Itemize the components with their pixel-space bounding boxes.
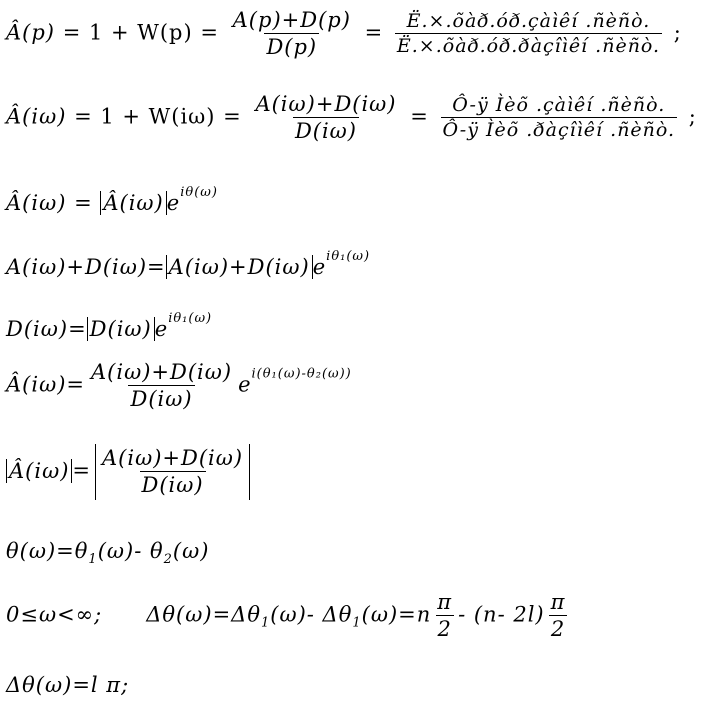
eq7-equals: = (72, 458, 92, 483)
equation-4 (6, 250, 370, 278)
equation-7 (6, 444, 254, 500)
eq3-exponent: iθ(ω) (180, 185, 218, 200)
eq9-fraction-2 (549, 592, 568, 640)
equation-1 (6, 10, 682, 58)
eq7-abs-fraction (95, 444, 250, 500)
equation-8 (6, 541, 209, 566)
equation-6 (6, 362, 352, 410)
eq2-lhs: Â(iω) (6, 104, 67, 129)
eq1-equals: = (364, 20, 384, 45)
eq1-rhs1: = 1 + W(p) = (62, 20, 219, 45)
eq7-numerator: A(iω)+D(iω) (102, 446, 244, 470)
eq2-frac2-numerator: Ô-ÿ Ìèõ .çàìêí .ñèñò. (452, 94, 666, 116)
eq8-sub-1: 1 (88, 552, 98, 567)
eq2-end: ; (688, 104, 697, 129)
eq2-frac1-denominator: D(iω) (294, 119, 358, 143)
eq5-exponent: iθ₁(ω) (168, 311, 213, 326)
eq9-part-a: Δθ(ω)=Δθ (146, 602, 261, 627)
eq8-part-b: (ω)- θ (97, 539, 164, 563)
eq5-lhs: D(iω)= (6, 317, 87, 341)
equation-5 (6, 312, 212, 340)
eq2-rhs1: = 1 + W(iω) = (74, 104, 242, 129)
eq9-frac1-denominator: 2 (437, 617, 452, 641)
eq1-frac1-numerator: A(p)+D(p) (232, 8, 351, 32)
eq6-base: e (238, 372, 252, 397)
eq5-base: e (154, 317, 169, 341)
eq7-lhs-abs: Â(iω) (6, 459, 72, 483)
eq9-part-d: - (n- 2l) (458, 602, 545, 627)
eq4-exponent: iθ₁(ω) (326, 249, 371, 264)
equation-3 (6, 186, 218, 214)
eq6-exponent: i(θ₁(ω)-θ₂(ω)) (251, 366, 352, 382)
eq4-lhs: A(iω)+D(iω)= (6, 255, 166, 279)
eq1-fraction-2 (395, 12, 662, 56)
eq9-frac2-numerator: π (550, 590, 566, 614)
eq6-fraction (89, 362, 234, 410)
eq8-part-c: (ω) (172, 539, 210, 563)
eq2-frac2-denominator: Ô-ÿ Ìèõ .ðàçîìêí .ñèñò. (442, 119, 676, 141)
eq9-frac2-denominator: 2 (550, 617, 566, 641)
eq2-fraction-2 (441, 96, 678, 140)
eq7-denominator: D(iω) (141, 473, 204, 497)
eq10-text: Δθ(ω)=l π; (6, 673, 130, 697)
eq9-range: 0≤ω<∞; (6, 602, 103, 627)
eq1-lhs: Â(p) (6, 20, 55, 45)
eq2-frac1-numerator: A(iω)+D(iω) (255, 92, 397, 116)
eq9-fraction-1 (435, 592, 454, 640)
eq3-abs-value: Â(iω) (100, 191, 166, 215)
eq9-frac1-numerator: π (437, 590, 453, 614)
eq8-part-a: θ(ω)=θ (6, 539, 89, 563)
eq3-lhs: Â(iω) = (6, 191, 93, 215)
eq1-end: ; (673, 20, 682, 45)
eq3-base: e (166, 191, 181, 215)
eq1-frac2-denominator: Ë.×.õàð.óð.ðàçîìêí .ñèñò. (396, 35, 661, 57)
eq1-frac2-numerator: Ë.×.õàð.óð.çàìêí .ñèñò. (406, 10, 651, 32)
eq6-numerator: A(iω)+D(iω) (91, 360, 233, 384)
eq5-abs-value: D(iω) (87, 317, 155, 341)
eq9-part-c: (ω)=n (361, 602, 432, 627)
eq6-lhs: Â(iω)= (6, 372, 85, 397)
eq2-equals: = (410, 104, 429, 129)
eq9-sub-2: 1 (352, 615, 362, 631)
eq2-fraction-1 (253, 94, 398, 142)
eq9-part-b: (ω)- Δθ (270, 602, 353, 627)
eq4-base: e (312, 255, 327, 279)
eq1-frac1-denominator: D(p) (266, 35, 318, 59)
eq4-abs-value: A(iω)+D(iω) (166, 255, 313, 279)
equation-9 (6, 592, 571, 640)
equation-2 (6, 94, 697, 142)
eq9-sub-1: 1 (260, 615, 271, 631)
eq1-fraction-1 (231, 10, 353, 58)
equation-10 (6, 675, 129, 696)
eq8-sub-2: 2 (163, 552, 173, 567)
eq6-denominator: D(iω) (130, 387, 193, 411)
